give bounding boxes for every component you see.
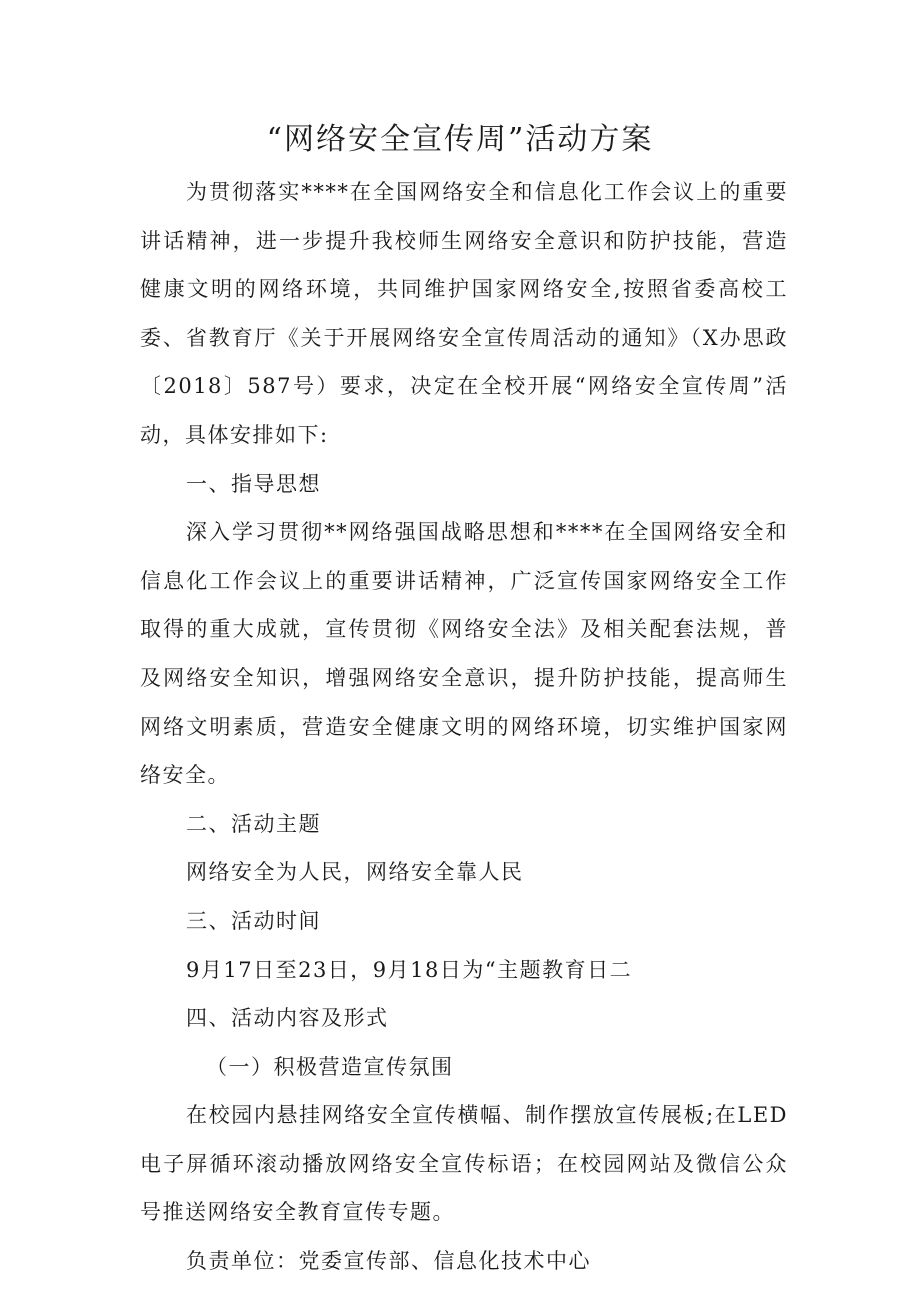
guiding-thought-paragraph: 深入学习贯彻**网络强国战略思想和****在全国网络安全和信息化工作会议上的重要讲话精神，广泛宣传国家网络安全工作取得的重大成就，宣传贯彻《网络安全法》及相关配套法规，普及网络安全知识，增强网络安全意识，提升防护技能，提高师生网络文明素质，营造安全健康文明的网络环境，切实维护国家网络安全。 [140,520,788,788]
document-body [140,168,788,1286]
responsible-unit-paragraph: 负责单位：党委宣传部、信息化技术中心 [186,1249,591,1274]
time-paragraph: 9月17日至23日，9月18日为“主题教育日二 [186,957,633,982]
document-title: “网络安全宣传周”活动方案 [266,122,654,157]
section-heading-time: 三、活动时间 [186,908,321,933]
intro-paragraph: 为贯彻落实****在全国网络安全和信息化工作会议上的重要讲话精神，进一步提升我校师生网络安全意识和防护技能，营造健康文明的网络环境，共同维护国家网络安全,按照省委高校工委、省教育厅《关于开展网络安全宣传周活动的通知》（X办思政〔2018〕587号）要求，决定在全校开展“网络安全宣传周”活动，具体安排如下: [140,180,788,447]
atmosphere-paragraph: 在校园内悬挂网络安全宣传横幅、制作摆放宣传展板;在LED电子屏循环滚动播放网络安全宣传标语；在校园网站及微信公众号推送网络安全教育宣传专题。 [140,1103,788,1225]
theme-paragraph: 网络安全为人民，网络安全靠人民 [186,860,524,885]
subsection-heading-atmosphere: （一）积极营造宣传氛围 [206,1054,454,1079]
section-heading-guiding-thought: 一、指导思想 [186,471,321,496]
section-heading-theme: 二、活动主题 [186,811,321,836]
section-heading-content: 四、活动内容及形式 [186,1006,389,1031]
